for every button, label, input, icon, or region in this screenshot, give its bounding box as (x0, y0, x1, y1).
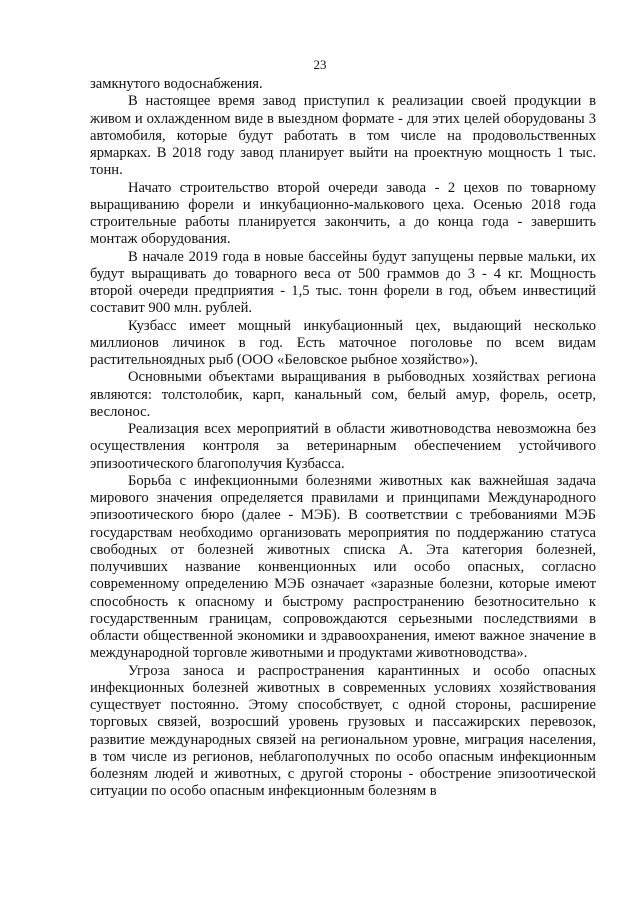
paragraph-second-stage: Начато строительство второй очереди завода - 2 цехов по товарному выращиванию форели и инкубационно-малькового цеха. Осенью 2018 года строительные работы планируется закончить, а до конца года - завершить монтаж оборудования. (90, 179, 596, 248)
paragraph-disease-threat: Угроза заноса и распространения карантинных и особо опасных инфекционных болезней животных в современных условиях хозяйствования существует постоянно. Этому способствует, с одной стороны, расширение торговых связей, возросший уровень грузовых и пассажирских перевозок, развитие международных связей на региональном уровне, миграция населения, в том числе из регионов, неблагополучных по особо опасным инфекционным болезням людей и животных, с другой стороны - обострение эпизоотической ситуации по особо опасным инфекционным болезням в (90, 662, 596, 800)
paragraph-hatchery: Кузбасс имеет мощный инкубационный цех, выдающий несколько миллионов личинок в год. Есть маточное поголовье по всем видам растительноядных рыб (ООО «Беловское рыбное хозяйство»). (90, 317, 596, 368)
paragraph-continuation: замкнутого водоснабжения. (90, 76, 263, 92)
paragraph-fish-species: Основными объектами выращивания в рыбоводных хозяйствах региона являются: толстолобик, карп, канальный сом, белый амур, форель, осетр, веслонос. (90, 369, 596, 420)
paragraph-veterinary-control: Реализация всех мероприятий в области животноводства невозможна без осуществления контроля за ветеринарным обеспечением устойчивого эпизоотического благополучия Кузбасса. (90, 421, 596, 472)
page-number: 23 (313, 57, 327, 72)
paragraph-oie-diseases: Борьба с инфекционными болезнями животных как важнейшая задача мирового значения определяется правилами и принципами Международного эпизоотического бюро (далее - МЭБ). В соответствии с требованиями МЭБ государствам необходимо организовать мероприятия по поддержанию статуса свободных от болезней животных списка А. Эта категория болезней, получивших название конвенционных или особо опасных, согласно современному определению МЭБ означает «заразные болезни, которые имеют способность к опасному и быстрому распространению безотносительно к государственным границам, сопровождаются серьезными последствиями в области общественной экономики и здравоохранения, имеют важное значение в международной торговле животными и продуктами животноводства». (90, 472, 596, 662)
document-body (90, 76, 596, 801)
paragraph-fry-2019: В начале 2019 года в новые бассейны будут запущены первые мальки, их будут выращивать до товарного веса от 500 граммов до 3 - 4 кг. Мощность второй очереди предприятия - 1,5 тыс. тонн форели в год, объем инвестиций составит 900 млн. рублей. (90, 248, 596, 317)
paragraph-factory-sales: В настоящее время завод приступил к реализации своей продукции в живом и охлажденном виде в выездном формате - для этих целей оборудованы 3 автомобиля, которые будут работать в том числе на продовольственных ярмарках. В 2018 году завод планирует выйти на проектную мощность 1 тыс. тонн. (90, 93, 596, 179)
